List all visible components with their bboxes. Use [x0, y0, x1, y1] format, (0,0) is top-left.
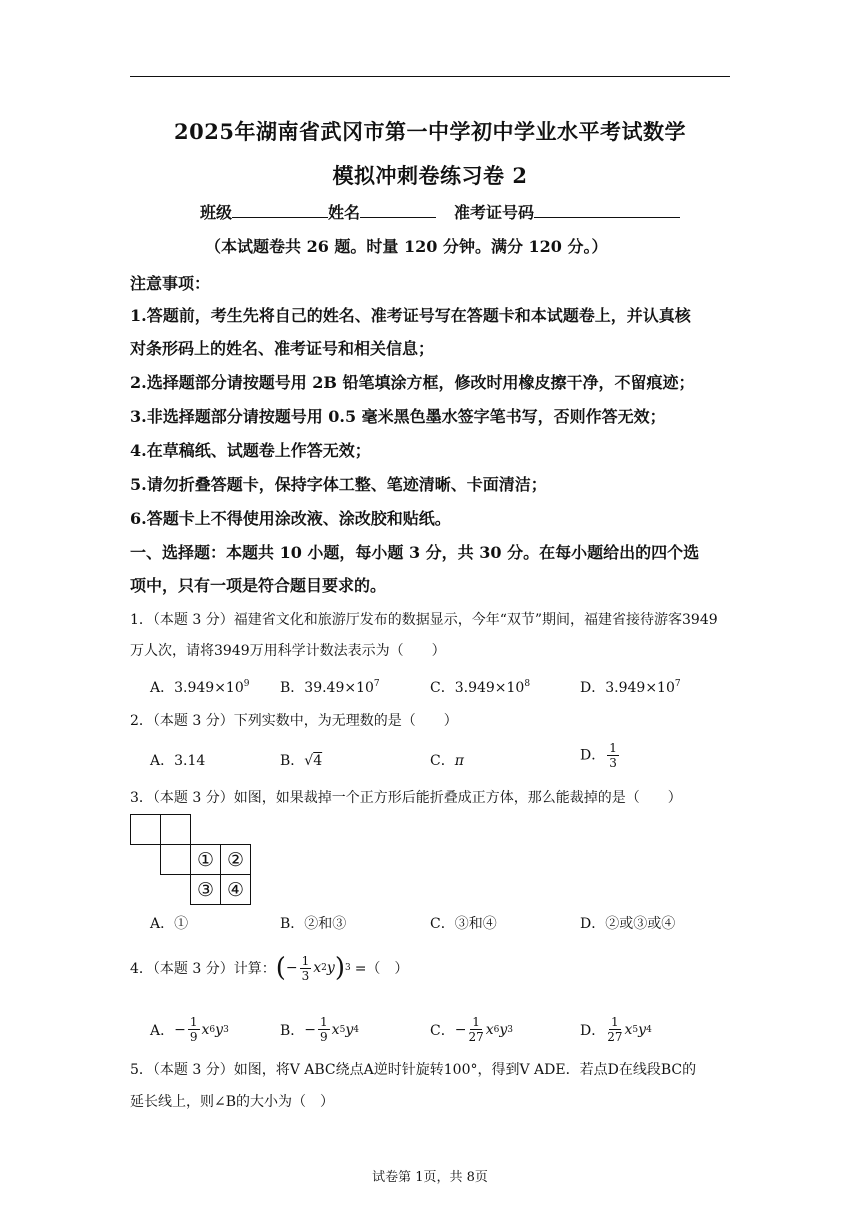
question-stem: 万人次，请将3949万用科学计数法表示为（ ） — [130, 643, 446, 659]
option-c[interactable]: C． − $\frac{1}{27}$ x 6 y 3 — [430, 1015, 514, 1044]
option-a[interactable]: A．① — [150, 916, 189, 932]
question-stem: 2．（本题 3 分）下列实数中，为无理数的是（ ） — [130, 713, 458, 729]
note-item: 对条形码上的姓名、准考证号和相关信息； — [130, 339, 435, 358]
question-stem: 3．（本题 3 分）如图，如果裁掉一个正方形后能折叠成正方体，那么能裁掉的是（ ） — [130, 790, 682, 806]
note-item: 1.答题前，考生先将自己的姓名、准考证号写在答题卡和本试题卷上，并认真核 — [130, 306, 691, 325]
class-blank[interactable] — [232, 203, 328, 218]
net-square — [160, 844, 191, 875]
top-rule — [130, 76, 730, 77]
exam-id-label: 准考证号码 — [454, 203, 535, 222]
option-b[interactable]: B．②和③ — [280, 916, 347, 932]
name-blank[interactable] — [360, 203, 436, 218]
student-info-row — [200, 200, 680, 223]
section-heading: 一、选择题：本题共 10 小题，每小题 3 分，共 30 分。在每小题给出的四个选 — [130, 543, 700, 562]
notes-heading: 注意事项： — [130, 274, 211, 293]
net-square-2: ② — [220, 844, 251, 875]
net-square — [160, 814, 191, 845]
question-stem: 5．（本题 3 分）如图，将V ABC绕点A逆时针旋转100°，得到V ADE．若点D在线段BC的 — [130, 1062, 697, 1078]
note-item: 2.选择题部分请按题号用 2B 铅笔填涂方框，修改时用橡皮擦干净，不留痕迹； — [130, 373, 695, 392]
option-a[interactable]: A．3.14 — [150, 753, 206, 769]
section-heading: 项中，只有一项是符合题目要求的。 — [130, 576, 387, 595]
name-label: 姓名 — [328, 203, 361, 222]
option-b[interactable]: B． − $\frac{1}{9}$ x 5 y 4 — [280, 1015, 359, 1044]
option-b[interactable]: B．√4 — [280, 753, 323, 769]
option-c[interactable]: C．$3.949\times 10^8$ — [430, 679, 531, 696]
option-b[interactable]: B．$39.49\times 10^7$ — [280, 679, 380, 696]
page-title-line1: 2025年湖南省武冈市第一中学初中学业水平考试数学 — [174, 119, 686, 144]
option-d[interactable]: D．②或③或④ — [580, 916, 676, 932]
net-square-4: ④ — [220, 874, 251, 905]
exam-info: （本试题卷共 26 题。时量 120 分钟。满分 120 分。） — [205, 237, 608, 256]
page-footer: 试卷第 1页，共 8页 — [372, 1170, 488, 1185]
option-c[interactable]: C．③和④ — [430, 916, 497, 932]
note-item: 6.答题卡上不得使用涂改液、涂改胶和贴纸。 — [130, 509, 451, 528]
option-d[interactable]: D．$3.949\times 10^7$ — [580, 679, 681, 696]
note-item: 3.非选择题部分请按题号用 0.5 毫米黑色墨水签字笔书写，否则作答无效； — [130, 407, 666, 426]
option-a[interactable]: A． − $\frac{1}{9}$ x 6 y 3 — [150, 1015, 229, 1044]
net-square-1: ① — [190, 844, 221, 875]
class-label: 班级 — [200, 203, 233, 222]
cube-net-figure — [130, 814, 250, 904]
note-item: 5.请勿折叠答题卡，保持字体工整、笔迹清晰、卡面清洁； — [130, 475, 547, 494]
option-d[interactable]: D． $\frac{1}{3}$ — [580, 741, 617, 770]
net-square-3: ③ — [190, 874, 221, 905]
option-c[interactable]: C．π — [430, 753, 464, 769]
exam-id-blank[interactable] — [534, 203, 680, 218]
note-item: 4.在草稿纸、试题卷上作答无效； — [130, 441, 371, 460]
question-stem: 4．（本题 3 分）计算： ( − $\frac{1}{3}$ x 2 y ) 3 =（ ） — [130, 953, 409, 983]
question-stem: 1．（本题 3 分）福建省文化和旅游厅发布的数据显示，今年“双节”期间，福建省接待游客3949 — [130, 612, 718, 628]
option-d[interactable]: D． $\frac{1}{27}$ x 5 y 4 — [580, 1015, 652, 1044]
option-a[interactable]: A．$3.949\times 10^9$ — [150, 679, 250, 696]
net-square — [130, 814, 161, 845]
question-stem: 延长线上，则∠B的大小为（ ） — [130, 1094, 335, 1110]
page-title-line2: 模拟冲刺卷练习卷 2 — [332, 163, 528, 188]
